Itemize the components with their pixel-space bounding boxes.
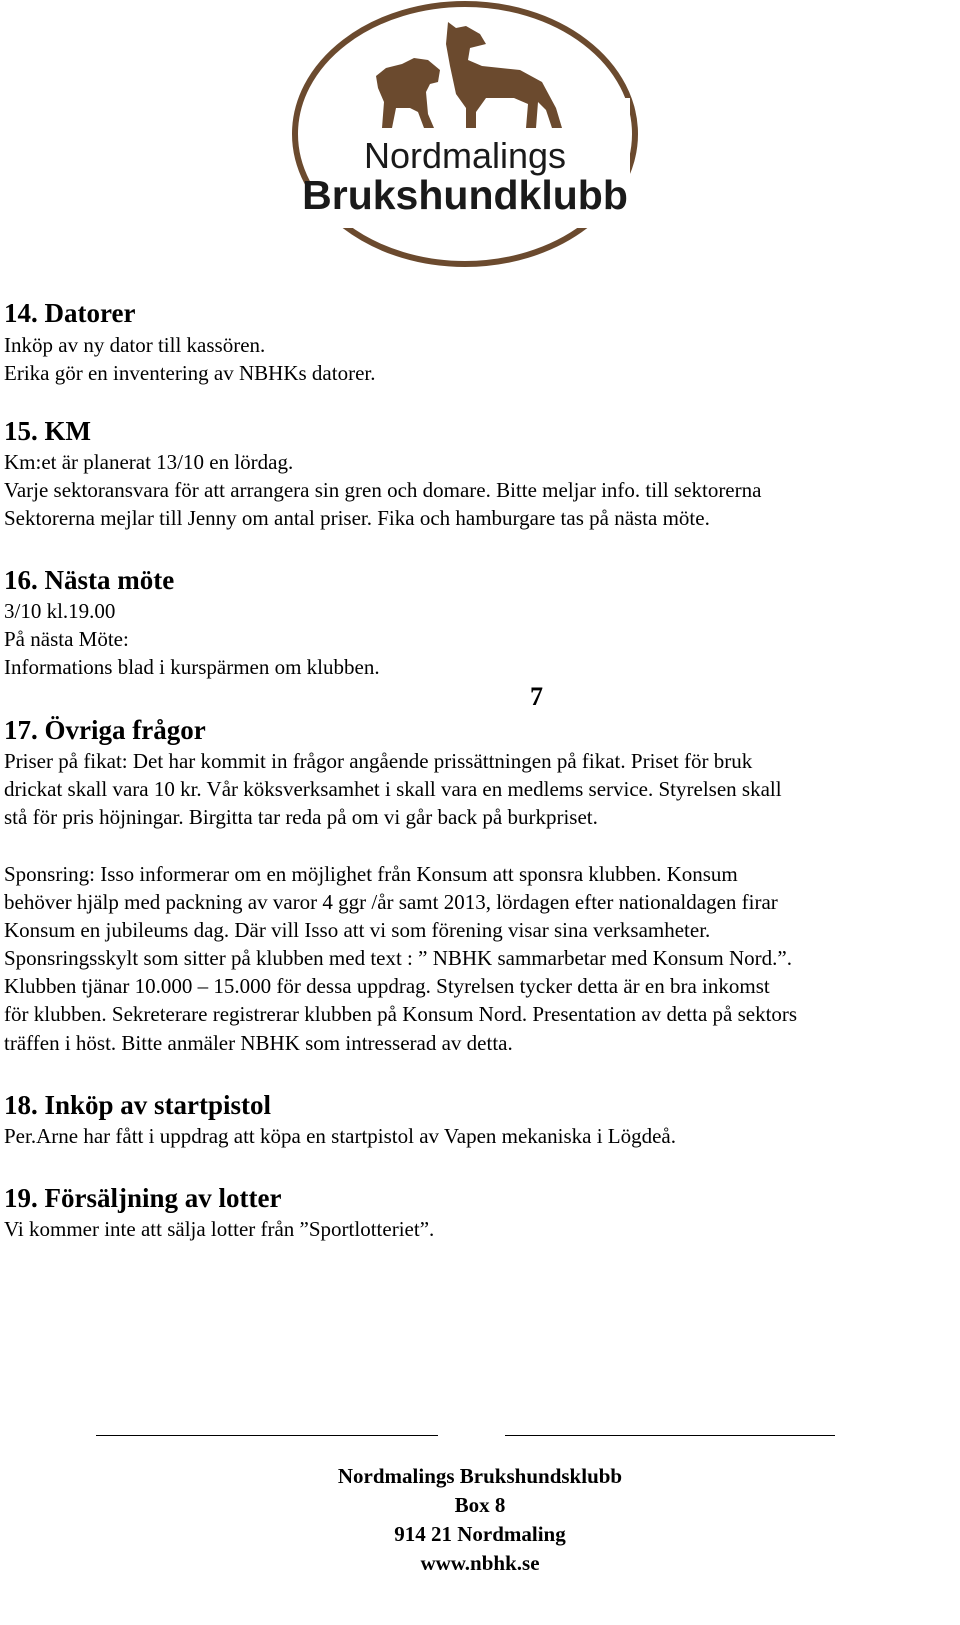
text-line: träffen i höst. Bitte anmäler NBHK som intresserad av detta. <box>4 1030 513 1055</box>
text-line: Km:et är planerat 13/10 en lördag. <box>4 450 294 474</box>
section-19-heading: 19. Försäljning av lotter <box>4 1183 282 1213</box>
logo-text-top: Nordmalings <box>363 135 567 176</box>
text-line: 3/10 kl.19.00 <box>4 599 116 623</box>
text-line: Vi kommer inte att sälja lotter från ”Sportlotteriet”. <box>4 1217 435 1241</box>
text-line: Priser på fikat: Det har kommit in frågor angående prissättningen på fikat. Priset för bruk <box>4 749 753 773</box>
section-15-heading: 15. KM <box>4 416 91 446</box>
text-line: Konsum en jubileums dag. Där vill Isso att vi som förening visar sina verksamheter. <box>4 918 711 943</box>
section-17-paragraph-1 <box>4 747 782 831</box>
section-14-heading: 14. Datorer <box>4 298 136 328</box>
section-16-body <box>4 597 380 681</box>
page-number: 7 <box>530 682 543 711</box>
section-15-body <box>4 448 761 532</box>
text-line: Sektorerna mejlar till Jenny om antal priser. Fika och hamburgare tas på nästa möte. <box>4 506 710 531</box>
footer-org-name: Nordmalings Brukshundsklubb <box>337 1464 623 1488</box>
text-line: Per.Arne har fått i uppdrag att köpa en startpistol av Vapen mekaniska i Lögdeå. <box>4 1124 676 1148</box>
footer-box: Box 8 <box>454 1493 506 1517</box>
text-line: Informations blad i kurspärmen om klubben. <box>4 655 380 680</box>
section-17-heading: 17. Övriga frågor <box>4 715 206 745</box>
signature-line-left <box>96 1435 438 1436</box>
text-line: Erika gör en inventering av NBHKs datorer. <box>4 361 376 386</box>
text-line: Sponsring: Isso informerar om en möjlighet från Konsum att sponsra klubben. Konsum <box>4 862 738 886</box>
section-18-body <box>4 1122 676 1150</box>
text-line: På nästa Möte: <box>4 627 129 652</box>
footer-website: www.nbhk.se <box>420 1551 540 1575</box>
text-line: behöver hjälp med packning av varor 4 ggr /år samt 2013, lördagen efter nationaldagen firar <box>4 890 778 915</box>
text-line: Sponsringsskylt som sitter på klubben med text : ” NBHK sammarbetar med Konsum Nord.”. <box>4 946 792 971</box>
text-line: Varje sektoransvara för att arrangera sin gren och domare. Bitte meljar info. till sektorerna <box>4 478 762 503</box>
club-logo <box>270 0 660 272</box>
footer-address <box>0 1462 960 1578</box>
section-19-body <box>4 1215 434 1243</box>
text-line: Inköp av ny dator till kassören. <box>4 333 266 357</box>
text-line: stå för pris höjningar. Birgitta tar reda på om vi går back på burkpriset. <box>4 805 598 830</box>
signature-line-right <box>505 1435 835 1436</box>
section-16-heading: 16. Nästa möte <box>4 565 175 595</box>
footer-postal: 914 21 Nordmaling <box>394 1522 566 1546</box>
section-17-paragraph-2 <box>4 860 797 1057</box>
text-line: för klubben. Sekreterare registrerar klubben på Konsum Nord. Presentation av detta på sektors <box>4 1002 798 1027</box>
text-line: Klubben tjänar 10.000 – 15.000 för dessa uppdrag. Styrelsen tycker detta är en bra inkomst <box>4 974 770 999</box>
club-logo-emblem <box>270 0 660 272</box>
section-18-heading: 18. Inköp av startpistol <box>4 1090 272 1120</box>
section-14-body <box>4 331 375 387</box>
logo-text-bottom: Brukshundklubb <box>302 172 628 218</box>
text-line: drickat skall vara 10 kr. Vår köksverksamhet i skall vara en medlems service. Styrelsen skall <box>4 777 782 802</box>
